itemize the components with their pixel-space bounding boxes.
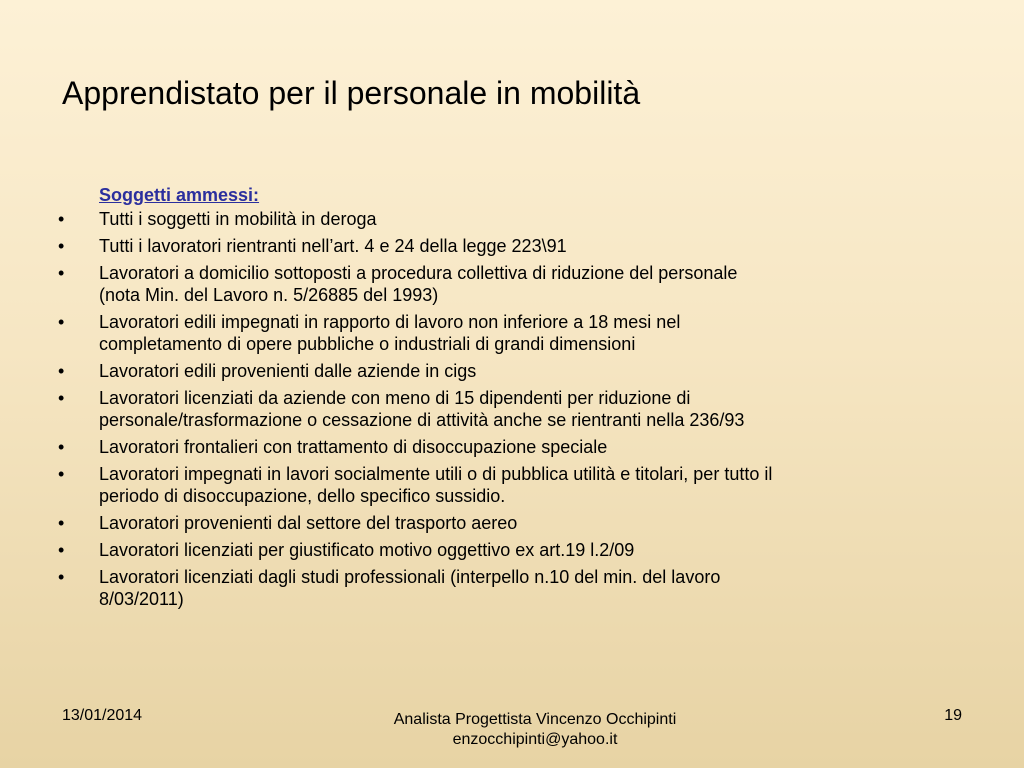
bullet-item [56, 262, 966, 306]
bullet-text-line: Lavoratori edili impegnati in rapporto di lavoro non inferiore a 18 mesi nel [99, 312, 681, 332]
bullet-text-line: Lavoratori edili provenienti dalle aziende in cigs [99, 361, 477, 381]
bullet-item [56, 539, 966, 561]
bullet-text-line: Tutti i soggetti in mobilità in deroga [99, 209, 377, 229]
bullet-text-line: Lavoratori a domicilio sottoposti a procedura collettiva di riduzione del personale [99, 263, 738, 283]
bullet-text-line: completamento di opere pubbliche o industriali di grandi dimensioni [99, 334, 636, 354]
bullet-dot: • [58, 361, 65, 381]
footer-author-name: Analista Progettista Vincenzo Occhipinti [393, 711, 677, 728]
bullet-text-line: periodo di disoccupazione, dello specifico sussidio. [99, 486, 506, 506]
bullet-item [56, 235, 966, 257]
bullet-dot: • [58, 513, 65, 533]
bullet-text-line: personale/trasformazione o cessazione di attività anche se rientranti nella 236/93 [99, 410, 745, 430]
bullet-item [56, 566, 966, 610]
bullet-dot: • [58, 388, 65, 408]
bullet-text-line: (nota Min. del Lavoro n. 5/26885 del 1993) [99, 285, 439, 305]
footer-author [0, 710, 1024, 750]
bullet-text-line: Lavoratori impegnati in lavori socialmente utili o di pubblica utilità e titolari, per tutto il [99, 464, 773, 484]
footer-page-number: 19 [944, 707, 962, 724]
footer-author-email: enzocchipinti@yahoo.it [452, 731, 618, 748]
bullet-item [56, 311, 966, 355]
slide-title: Apprendistato per il personale in mobilità [62, 75, 641, 111]
bullet-text-line: Lavoratori licenziati dagli studi professionali (interpello n.10 del min. del lavoro [99, 567, 721, 587]
bullet-dot: • [58, 464, 65, 484]
bullet-item [56, 436, 966, 458]
bullet-dot: • [58, 567, 65, 587]
bullet-dot: • [58, 236, 65, 256]
footer-date: 13/01/2014 [62, 707, 143, 724]
bullet-item [56, 512, 966, 534]
bullet-item [56, 463, 966, 507]
bullet-text-line: Lavoratori licenziati da aziende con meno di 15 dipendenti per riduzione di [99, 388, 691, 408]
subheading-soggetti-ammessi: Soggetti ammessi: [99, 185, 260, 205]
bullet-item [56, 208, 966, 230]
bullet-dot: • [58, 312, 65, 332]
bullet-text-line: Lavoratori licenziati per giustificato motivo oggettivo ex art.19 l.2/09 [99, 540, 635, 560]
bullet-item [56, 387, 966, 431]
bullet-dot: • [58, 209, 65, 229]
bullet-item [56, 360, 966, 382]
slide-content [56, 182, 966, 615]
bullet-dot: • [58, 437, 65, 457]
bullet-text-line: Lavoratori frontalieri con trattamento di disoccupazione speciale [99, 437, 608, 457]
bullet-text-line: Tutti i lavoratori rientranti nell’art. 4 e 24 della legge 223\91 [99, 236, 567, 256]
bullet-text-line: 8/03/2011) [99, 589, 184, 609]
bullet-text-line: Lavoratori provenienti dal settore del trasporto aereo [99, 513, 518, 533]
bullet-list [56, 208, 966, 610]
bullet-dot: • [58, 263, 65, 283]
bullet-dot: • [58, 540, 65, 560]
